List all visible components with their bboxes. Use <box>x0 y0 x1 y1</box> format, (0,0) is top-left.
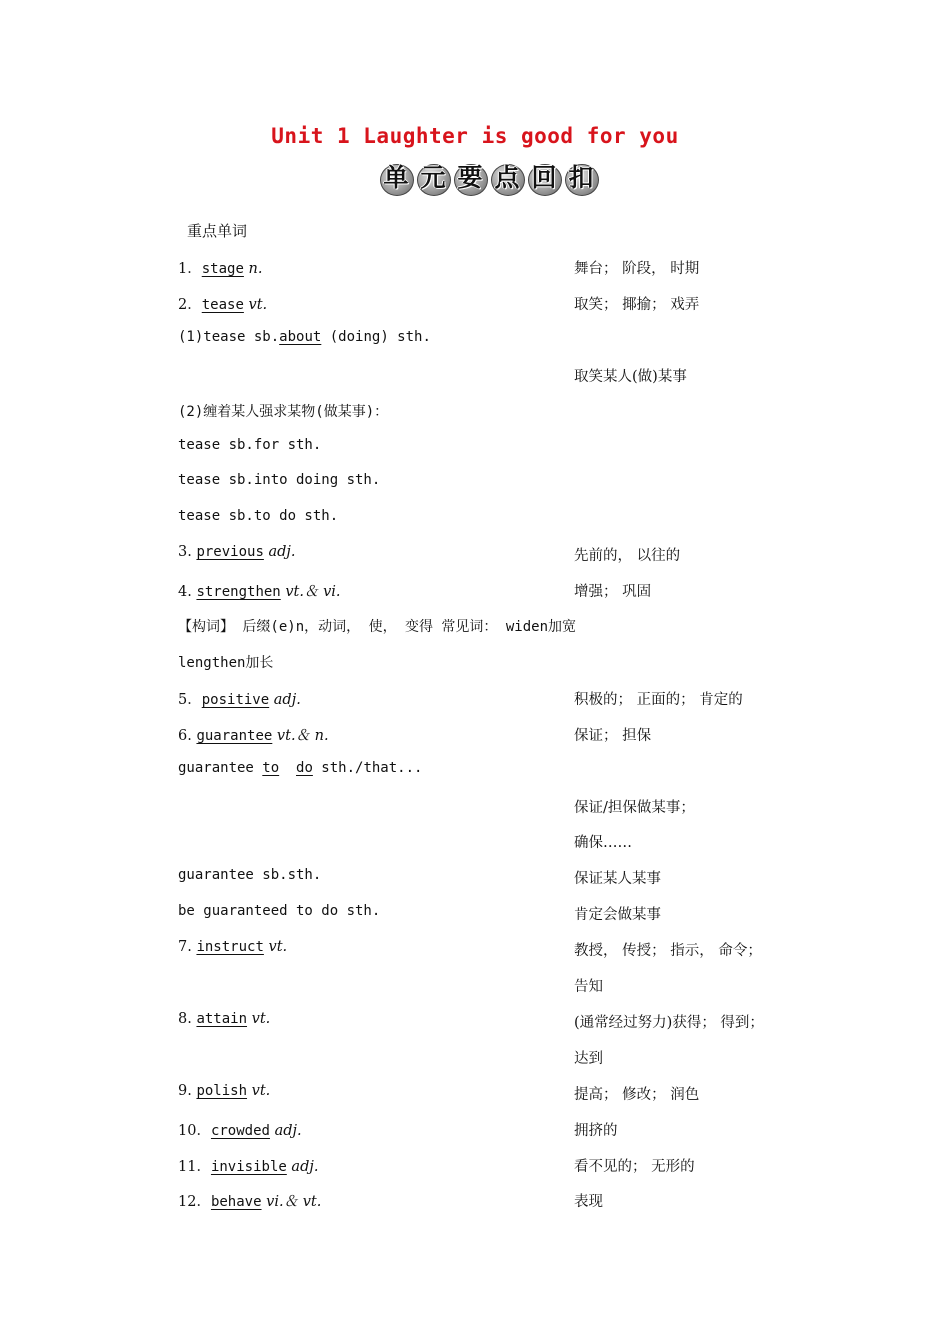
entry-pos: adj. <box>291 1158 319 1175</box>
row-left: tease sb.to do sth. <box>178 508 339 525</box>
vocab-row <box>0 724 950 746</box>
row-left: be guaranteed to do sth. <box>178 903 381 920</box>
entry-number: 11． <box>178 1158 211 1175</box>
banner-char: 元 <box>415 158 451 194</box>
vocab-row <box>0 437 950 459</box>
entry-pos: vi.＆ vt. <box>266 1194 322 1211</box>
banner-char: 回 <box>526 158 562 194</box>
entry-number: 4. <box>178 584 197 601</box>
row-meaning: 保证/担保做某事； <box>574 799 695 816</box>
entry-pos: vt. <box>251 1082 271 1099</box>
entry-number: 6. <box>178 727 197 744</box>
phrase-underlined: do <box>296 759 313 776</box>
entry-number: 5． <box>178 691 202 708</box>
page-title: Unit 1 Laughter is good for you <box>271 124 679 148</box>
vocab-row <box>0 1155 950 1177</box>
row-left <box>178 293 267 314</box>
banner-char: 点 <box>489 158 525 194</box>
entry-word: behave <box>210 1194 262 1211</box>
banner-char: 扣 <box>563 158 599 194</box>
row-left <box>178 329 431 345</box>
phrase-underlined: about <box>279 328 322 345</box>
row-left <box>178 760 422 776</box>
section-heading: 重点单词 <box>187 222 248 240</box>
row-meaning: 看不见的； 无形的 <box>574 1158 695 1175</box>
row-left <box>178 580 341 601</box>
row-left <box>178 1083 270 1099</box>
entry-number: 7. <box>178 939 197 956</box>
entry-pos: vt.＆ n. <box>276 727 329 744</box>
row-left <box>178 688 301 709</box>
row-left: tease sb.into doing sth. <box>178 472 381 489</box>
row-meaning: 表现 <box>574 1194 603 1211</box>
entry-word: instruct <box>196 939 264 956</box>
entry-word: strengthen <box>196 584 281 601</box>
row-left: 【构词】 后缀(e)n，动词， 使， 变得 常见词： widen加宽 <box>178 619 577 635</box>
row-left <box>178 1011 270 1027</box>
vocab-row <box>0 796 950 818</box>
phrase-text: guarantee <box>178 759 263 776</box>
vocab-row <box>0 831 950 853</box>
row-left: (2)缠着某人强求某物(做某事)： <box>178 403 389 420</box>
vocab-row <box>0 688 950 710</box>
row-meaning: (通常经过努力)获得； 得到； <box>574 1014 764 1031</box>
vocab-row <box>0 903 950 925</box>
vocab-row <box>0 1083 950 1105</box>
entry-number: 9. <box>178 1082 197 1099</box>
entry-pos: vt. <box>248 296 268 313</box>
row-meaning: 舞台； 阶段， 时期 <box>574 261 700 277</box>
row-left <box>178 544 296 560</box>
phrase-text: (doing) sth. <box>321 328 431 345</box>
entry-word: attain <box>196 1010 248 1027</box>
vocab-row <box>0 293 950 315</box>
vocab-row <box>0 1119 950 1141</box>
row-left <box>178 1190 321 1211</box>
entry-number: 12． <box>178 1194 211 1211</box>
row-meaning: 确保…… <box>574 835 632 852</box>
entry-word: positive <box>201 691 270 708</box>
entry-number: 1． <box>178 261 202 277</box>
entry-pos: vt. <box>251 1010 271 1027</box>
vocab-row <box>0 867 950 889</box>
vocab-row <box>0 652 950 674</box>
row-meaning: 保证某人某事 <box>574 871 661 888</box>
vocab-row <box>0 508 950 530</box>
vocab-row <box>0 1047 950 1069</box>
entry-number: 8. <box>178 1010 197 1027</box>
row-left <box>178 939 287 955</box>
phrase-text: (1)tease sb. <box>178 328 280 345</box>
vocab-row <box>0 544 950 566</box>
row-left <box>178 1155 318 1176</box>
row-meaning: 拥挤的 <box>574 1122 618 1139</box>
vocab-row <box>0 760 950 782</box>
row-meaning: 教授， 传授； 指示， 命令； <box>574 943 762 960</box>
vocab-row <box>0 329 950 351</box>
section-banner <box>378 158 599 198</box>
entry-word: invisible <box>210 1158 287 1175</box>
row-left: guarantee sb.sth. <box>178 867 322 884</box>
entry-number: 10． <box>178 1122 211 1139</box>
vocab-row <box>0 616 950 638</box>
row-meaning: 保证； 担保 <box>574 727 652 744</box>
entry-word: tease <box>201 296 244 313</box>
entry-pos: vt.＆ vi. <box>285 584 341 601</box>
vocab-row <box>0 1190 950 1212</box>
row-meaning: 达到 <box>574 1050 603 1067</box>
entry-number: 3. <box>178 544 197 561</box>
entry-word: guarantee <box>196 727 273 744</box>
row-meaning: 提高； 修改； 润色 <box>574 1086 700 1103</box>
spacer <box>279 760 296 776</box>
entry-word: polish <box>196 1082 248 1099</box>
vocab-row <box>0 472 950 494</box>
row-left <box>178 724 329 745</box>
row-meaning: 积极的； 正面的； 肯定的 <box>574 691 743 708</box>
row-meaning: 肯定会做某事 <box>574 907 661 924</box>
row-left <box>178 1119 302 1140</box>
row-meaning: 先前的， 以往的 <box>574 548 681 565</box>
banner-char: 单 <box>378 158 414 194</box>
row-left: tease sb.for sth. <box>178 436 322 453</box>
entry-number: 2． <box>178 296 202 313</box>
entry-pos: adj. <box>268 544 296 561</box>
row-meaning: 增强； 巩固 <box>574 584 652 601</box>
phrase-underlined: to <box>262 759 280 776</box>
banner-char: 要 <box>452 158 488 194</box>
row-left: lengthen加长 <box>178 654 274 671</box>
vocab-row <box>0 1011 950 1033</box>
entry-pos: vt. <box>268 939 288 956</box>
vocab-row <box>0 975 950 997</box>
entry-word: previous <box>196 544 264 561</box>
row-meaning: 取笑某人(做)某事 <box>574 368 687 385</box>
entry-pos: n. <box>248 261 263 277</box>
vocab-row <box>0 939 950 961</box>
vocab-row <box>0 257 950 279</box>
row-left <box>178 257 262 278</box>
phrase-text: sth./that... <box>312 759 423 776</box>
row-meaning: 取笑； 揶揄； 戏弄 <box>574 296 700 313</box>
entry-word: stage <box>201 261 244 277</box>
entry-pos: adj. <box>273 691 301 708</box>
entry-pos: adj. <box>274 1122 302 1139</box>
vocab-row <box>0 401 950 423</box>
row-meaning: 告知 <box>574 979 603 995</box>
vocab-row <box>0 580 950 602</box>
entry-word: crowded <box>210 1122 270 1139</box>
vocab-row <box>0 365 950 387</box>
